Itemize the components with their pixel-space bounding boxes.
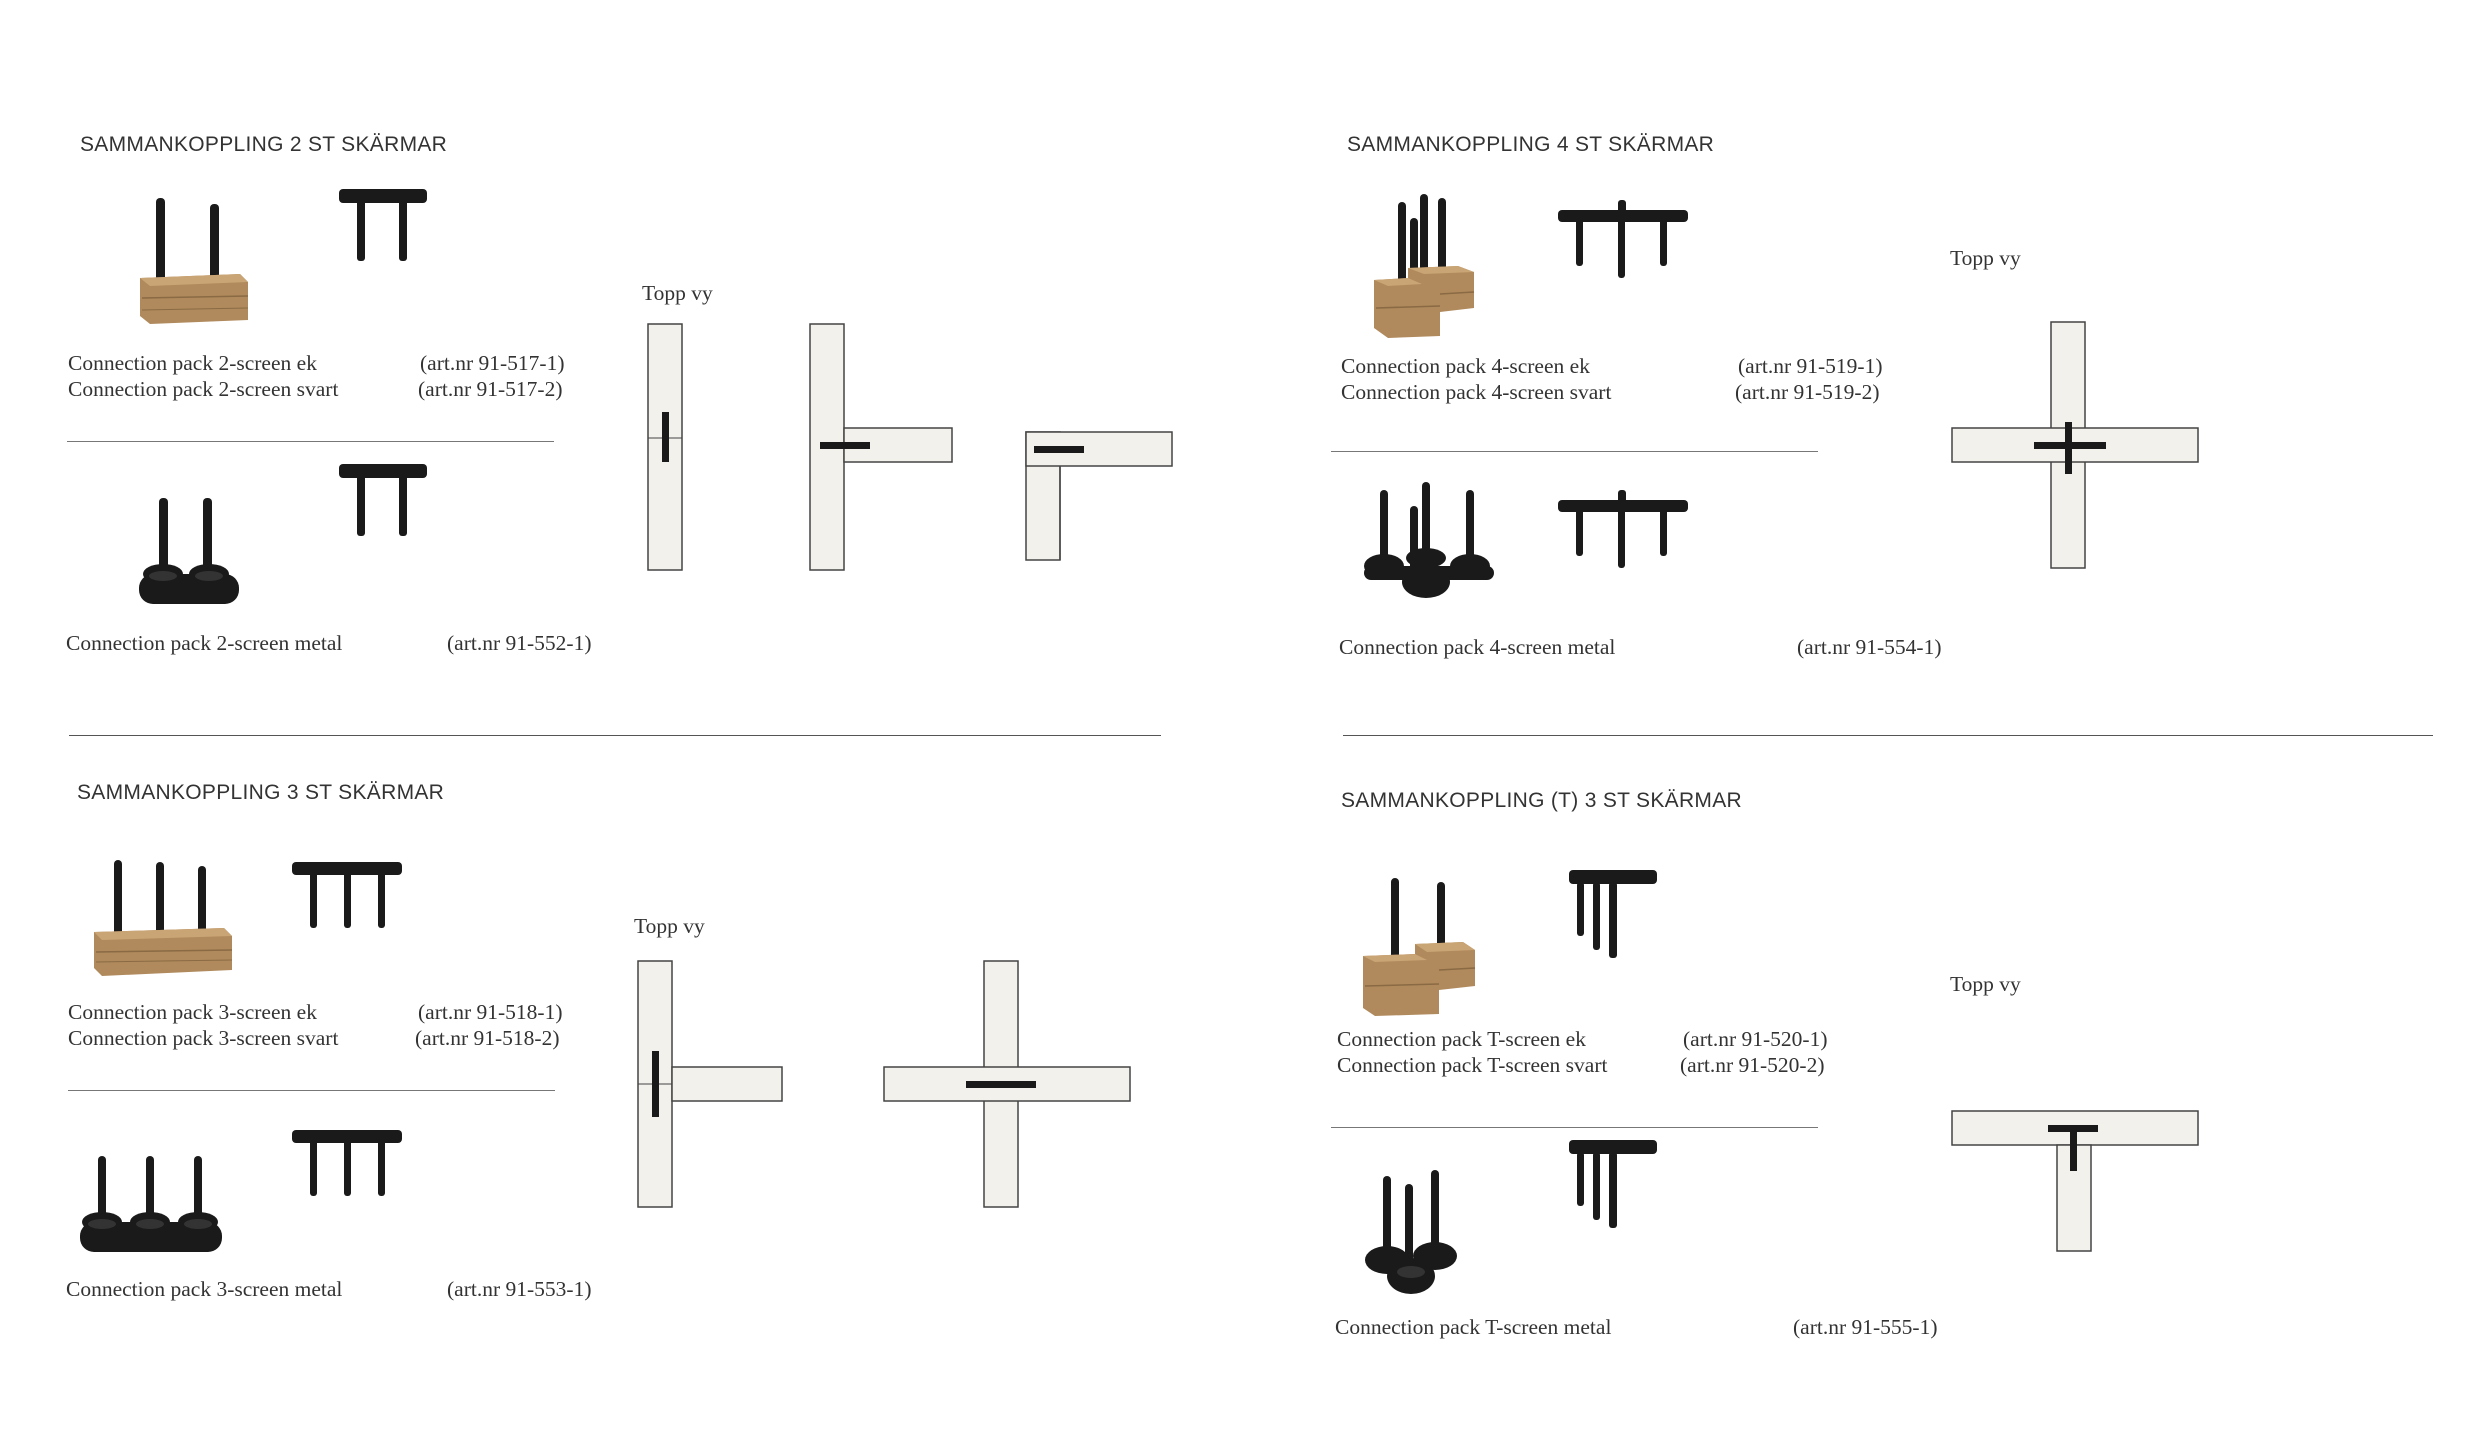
product-name: Connection pack 2-screen ek — [68, 351, 317, 375]
3-screen-bracket-image — [290, 858, 410, 938]
product-name: Connection pack T-screen svart — [1337, 1053, 1608, 1077]
article-number: (art.nr 91-518-1) — [418, 1000, 563, 1024]
product-name: Connection pack 2-screen svart — [68, 377, 339, 401]
divider — [67, 441, 554, 442]
product-name: Connection pack 4-screen metal — [1339, 635, 1616, 659]
oak-4-screen-product-image — [1368, 190, 1498, 340]
top-view-diagram — [1950, 320, 2200, 570]
section-divider — [1343, 735, 2433, 736]
section-title-4-screens: SAMMANKOPPLING 4 ST SKÄRMAR — [1347, 133, 1715, 156]
top-view-diagram — [1950, 1105, 2200, 1255]
t-screen-bracket-image — [1565, 866, 1665, 966]
product-name: Connection pack T-screen metal — [1335, 1315, 1612, 1339]
3-screen-bracket-image — [290, 1126, 410, 1206]
article-number: (art.nr 91-517-1) — [420, 351, 565, 375]
metal-3-screen-product-image — [78, 1148, 228, 1263]
section-divider — [69, 735, 1161, 736]
t-screen-bracket-image — [1565, 1136, 1665, 1236]
top-view-label: Topp vy — [634, 914, 705, 938]
oak-t-screen-product-image — [1355, 870, 1485, 1020]
2-screen-bracket-image — [335, 460, 435, 540]
article-number: (art.nr 91-552-1) — [447, 631, 592, 655]
oak-3-screen-product-image — [88, 850, 238, 985]
top-view-label: Topp vy — [642, 281, 713, 305]
product-name: Connection pack T-screen ek — [1337, 1027, 1586, 1051]
article-number: (art.nr 91-520-2) — [1680, 1053, 1825, 1077]
metal-t-screen-product-image — [1355, 1162, 1475, 1302]
article-number: (art.nr 91-520-1) — [1683, 1027, 1828, 1051]
4-screen-bracket-image — [1556, 486, 1696, 576]
top-view-label: Topp vy — [1950, 972, 2021, 996]
product-name: Connection pack 3-screen svart — [68, 1026, 339, 1050]
section-title-t-3-screens: SAMMANKOPPLING (T) 3 ST SKÄRMAR — [1341, 789, 1742, 812]
article-number: (art.nr 91-518-2) — [415, 1026, 560, 1050]
top-view-label: Topp vy — [1950, 246, 2021, 270]
product-name: Connection pack 3-screen metal — [66, 1277, 343, 1301]
product-name: Connection pack 3-screen ek — [68, 1000, 317, 1024]
article-number: (art.nr 91-554-1) — [1797, 635, 1942, 659]
article-number: (art.nr 91-553-1) — [447, 1277, 592, 1301]
divider — [1331, 1127, 1818, 1128]
divider — [68, 1090, 555, 1091]
metal-2-screen-product-image — [135, 490, 245, 615]
oak-2-screen-product-image — [130, 190, 260, 335]
article-number: (art.nr 91-519-1) — [1738, 354, 1883, 378]
4-screen-bracket-image — [1556, 196, 1696, 286]
top-view-diagram — [640, 320, 1200, 580]
article-number: (art.nr 91-555-1) — [1793, 1315, 1938, 1339]
article-number: (art.nr 91-517-2) — [418, 377, 563, 401]
top-view-diagram — [630, 955, 1150, 1215]
section-title-2-screens: SAMMANKOPPLING 2 ST SKÄRMAR — [80, 133, 448, 156]
section-title-3-screens: SAMMANKOPPLING 3 ST SKÄRMAR — [77, 781, 445, 804]
article-number: (art.nr 91-519-2) — [1735, 380, 1880, 404]
divider — [1331, 451, 1818, 452]
product-name: Connection pack 2-screen metal — [66, 631, 343, 655]
product-name: Connection pack 4-screen ek — [1341, 354, 1590, 378]
product-name: Connection pack 4-screen svart — [1341, 380, 1612, 404]
metal-4-screen-product-image — [1356, 480, 1506, 605]
2-screen-bracket-image — [335, 185, 435, 265]
